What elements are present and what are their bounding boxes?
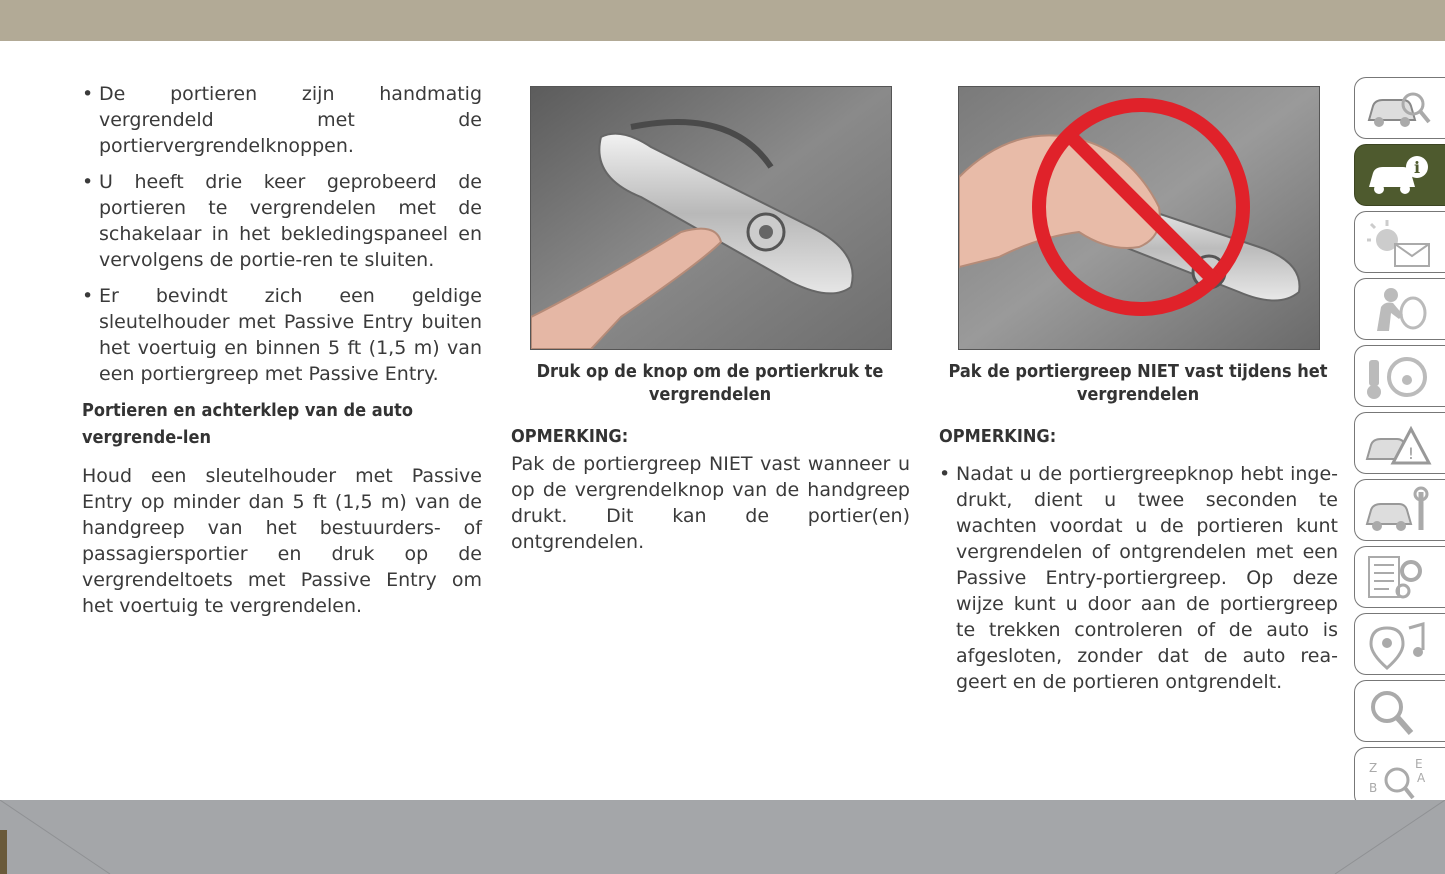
note-heading: OPMERKING:: [939, 426, 1057, 447]
car-breakdown-warning-icon[interactable]: [1354, 412, 1445, 474]
svg-text:i: i: [1413, 158, 1421, 177]
svg-text:B: B: [1369, 781, 1378, 795]
text-column-1: [82, 81, 482, 619]
warning-light-message-icon[interactable]: [1354, 211, 1445, 273]
spec-sheet-gear-icon[interactable]: [1354, 546, 1445, 608]
car-wrench-icon[interactable]: [1354, 479, 1445, 541]
section-paragraph: Houd een sleutelhouder met Passive Entry op minder dan 5 ft (1,5 m) van de handgreep van het bestuurders- of passagiersportier en druk op de vergrendeltoets met Passive Entry om het voertuig te vergrendelen.: [82, 465, 482, 617]
multimedia-nav-icon[interactable]: [1354, 613, 1445, 675]
figure-caption: Pak de portiergreep NIET vast tijdens het vergrendelen: [948, 361, 1328, 405]
magnifier-icon[interactable]: [1354, 680, 1445, 742]
note-text: Pak de portiergreep NIET vast wanneer u op de vergrendelknop van de handgreep drukt. Dit kan de portier(en) ontgrendelen.: [511, 453, 910, 553]
svg-text:Z: Z: [1369, 761, 1378, 775]
car-search-icon[interactable]: [1354, 77, 1445, 139]
svg-text:E: E: [1415, 757, 1423, 771]
bullet-item: • Nadat u de portiergreepknop hebt inge-drukt, dient u twee seconden te wachten voordat u de portieren kunt vergrendelen of ontgrendelen met een Passive Entry-portiergreep. Op deze wijze kunt u door aan de portiergreep te trekken controleren of de auto is afgesloten, zonder dat de auto rea-geert en de portieren ontgrendelt.: [939, 461, 1338, 695]
svg-text:A: A: [1417, 771, 1426, 785]
do-not-grab-handle-photo: [958, 86, 1320, 350]
note-bullet-list: [939, 461, 1338, 705]
bullet-item: • U heeft drie keer geprobeerd de portieren te vergrendelen met de schakelaar in het bekledingspaneel en vervolgens de portie-ren te sluiten.: [82, 169, 482, 273]
top-bar: [0, 0, 1445, 41]
bottom-bar: [0, 800, 1445, 874]
section-heading: Portieren en achterklep van de auto vergrende-len: [82, 400, 414, 448]
bullet-item: • Er bevindt zich een geldige sleutelhouder met Passive Entry buiten het voertuig en binnen 5 ft (1,5 m) van een portiergreep met Passive Entry.: [82, 283, 482, 387]
bullet-item: • De portieren zijn handmatig vergrendeld met de portiervergrendelknoppen.: [82, 81, 482, 159]
svg-text:!: !: [1407, 444, 1415, 463]
key-steering-wheel-icon[interactable]: [1354, 345, 1445, 407]
door-handle-press-photo: [530, 86, 892, 350]
airbag-seat-icon[interactable]: [1354, 278, 1445, 340]
figure-caption: Druk op de knop om de portierkruk te vergrendelen: [536, 361, 884, 405]
note-heading: OPMERKING:: [511, 426, 629, 447]
corner-marker: [0, 830, 7, 874]
index-az-icon[interactable]: [1354, 747, 1445, 807]
car-info-icon[interactable]: [1354, 144, 1445, 206]
